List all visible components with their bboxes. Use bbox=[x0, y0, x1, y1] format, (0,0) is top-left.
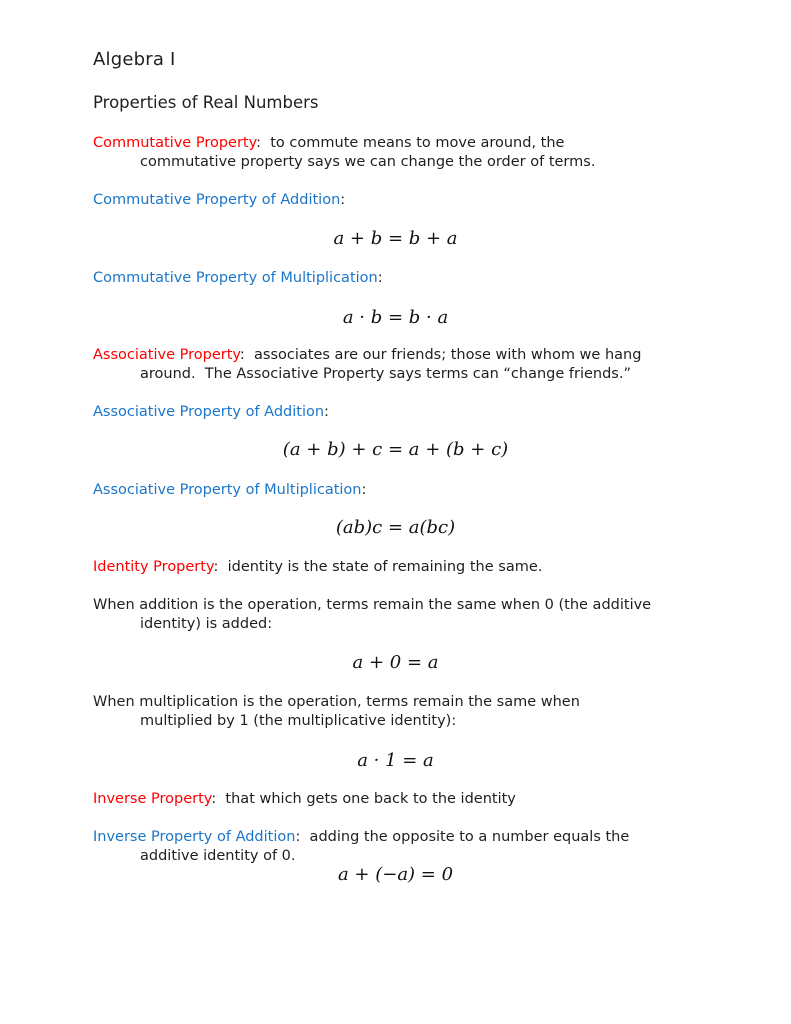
body-text-line: When multiplication is the operation, terms remain the same when bbox=[93, 694, 580, 710]
colon: : bbox=[213, 559, 219, 575]
definition-text: that which gets one back to the identity bbox=[216, 791, 516, 807]
definition-text-continued: around. The Associative Property says terms can “change friends.” bbox=[140, 366, 631, 382]
formula-associative-addition: (a + b) + c = a + (b + c) bbox=[282, 439, 509, 460]
commutative-multiplication-heading bbox=[93, 269, 383, 288]
body-text-continued: multiplied by 1 (the multiplicative identity): bbox=[140, 713, 457, 729]
definition-line bbox=[93, 346, 641, 365]
subheading-line bbox=[93, 481, 366, 500]
formula-additive-inverse: a + (−a) = 0 bbox=[337, 864, 454, 885]
identity-property-definition bbox=[93, 558, 542, 577]
definition-line bbox=[93, 828, 629, 847]
definition-text-continued: commutative property says we can change the order of terms. bbox=[140, 154, 596, 170]
page-title: Algebra I bbox=[93, 49, 176, 70]
formula-multiplicative-identity: a · 1 = a bbox=[357, 750, 434, 771]
multiplicative-identity-explanation bbox=[93, 693, 580, 731]
colon: : bbox=[340, 192, 346, 208]
body-text-line: When addition is the operation, terms remain the same when 0 (the additive bbox=[93, 597, 652, 613]
formula-commutative-addition: a + b = b + a bbox=[333, 228, 458, 249]
document-heading: Properties of Real Numbers bbox=[93, 93, 319, 112]
subheading-line bbox=[93, 191, 345, 210]
associative-property-definition bbox=[93, 346, 641, 384]
definition-text-continued: additive identity of 0. bbox=[140, 848, 296, 864]
formula-associative-multiplication: (ab)c = a(bc) bbox=[335, 517, 456, 538]
colon: : bbox=[256, 135, 262, 151]
definition-text: adding the opposite to a number equals the bbox=[300, 829, 630, 845]
term-identity-property: Identity Property bbox=[93, 559, 214, 575]
definition-text: identity is the state of remaining the same. bbox=[218, 559, 543, 575]
colon: : bbox=[324, 404, 329, 420]
colon: : bbox=[239, 347, 245, 363]
definition-line bbox=[93, 134, 595, 153]
term-associative-property-of-addition: Associative Property of Addition bbox=[93, 404, 325, 420]
colon: : bbox=[295, 829, 301, 845]
colon: : bbox=[361, 482, 367, 498]
definition-line bbox=[93, 790, 516, 809]
term-inverse-property-of-addition: Inverse Property of Addition bbox=[93, 829, 296, 845]
associative-multiplication-heading bbox=[93, 481, 366, 500]
associative-addition-heading bbox=[93, 403, 329, 422]
term-commutative-property: Commutative Property bbox=[93, 135, 257, 151]
definition-text: associates are our friends; those with whom we hang bbox=[244, 347, 642, 363]
colon: : bbox=[377, 270, 383, 286]
term-commutative-property-of-addition: Commutative Property of Addition bbox=[93, 192, 341, 208]
subheading-line bbox=[93, 269, 383, 288]
commutative-addition-heading bbox=[93, 191, 345, 210]
term-associative-property-of-multiplication: Associative Property of Multiplication bbox=[93, 482, 362, 498]
formula-additive-identity: a + 0 = a bbox=[352, 652, 439, 673]
term-inverse-property: Inverse Property bbox=[93, 791, 212, 807]
additive-identity-explanation bbox=[93, 596, 651, 634]
term-associative-property: Associative Property bbox=[93, 347, 240, 363]
definition-text: to commute means to move around, the bbox=[261, 135, 565, 151]
body-text-continued: identity) is added: bbox=[140, 616, 273, 632]
commutative-property-definition bbox=[93, 134, 595, 172]
definition-line bbox=[93, 558, 542, 577]
term-commutative-property-of-multiplication: Commutative Property of Multiplication bbox=[93, 270, 378, 286]
subheading-line bbox=[93, 403, 329, 422]
formula-commutative-multiplication: a · b = b · a bbox=[342, 307, 449, 328]
inverse-property-definition bbox=[93, 790, 516, 809]
inverse-addition-definition bbox=[93, 828, 629, 866]
colon: : bbox=[211, 791, 217, 807]
